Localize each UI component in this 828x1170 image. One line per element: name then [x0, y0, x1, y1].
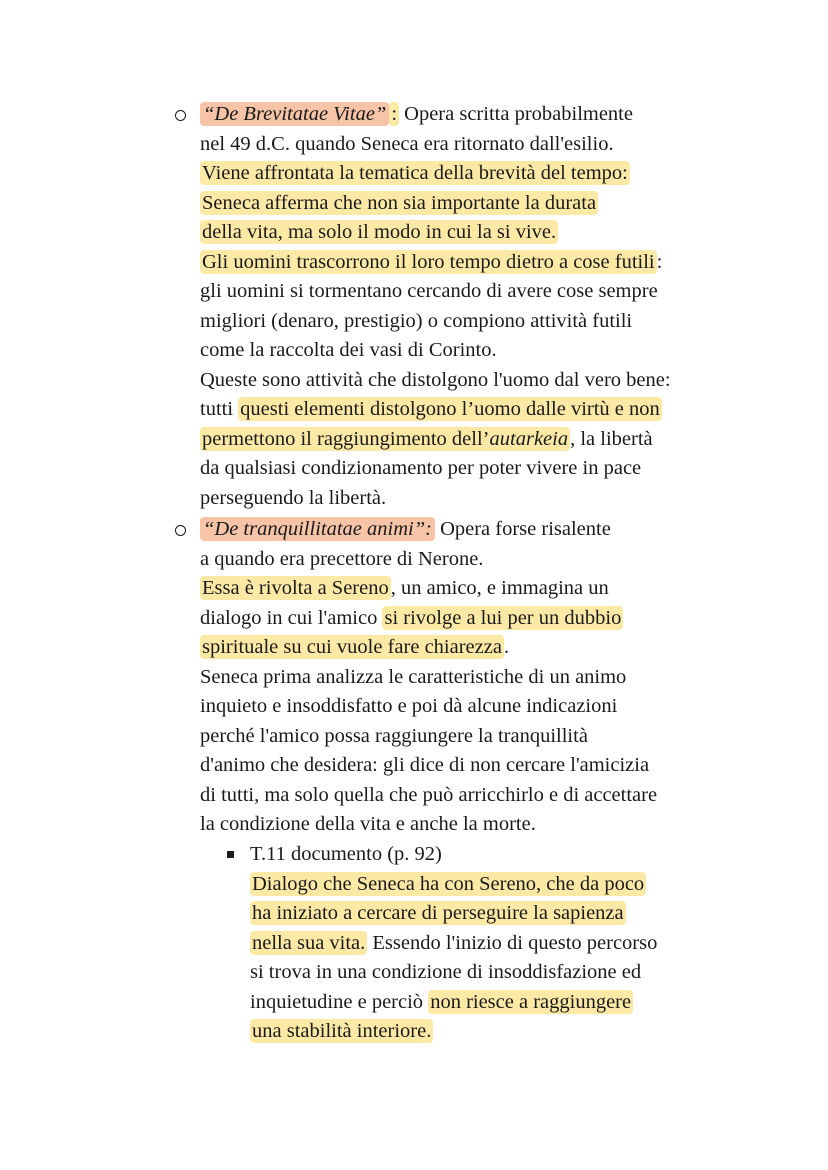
section2-line-11: la condizione della vita e anche la morte.: [200, 813, 536, 835]
section2-line-10: di tutti, ma solo quella che può arricchirlo e di accettare: [200, 783, 658, 806]
subsection-line-4: si trova in una condizione di insoddisfazione ed: [250, 961, 642, 983]
section2-line-9: d'animo che desidera: gli dice di non cercare l'amicizia: [200, 754, 650, 776]
section2-line-8: perché l'amico possa raggiungere la tranquillità: [200, 724, 588, 747]
section1-line-8: migliori (denaro, prestigio) o compiono attività futili: [200, 309, 633, 332]
subsection-line-1: Dialogo che Seneca ha con Sereno, che da poco: [252, 872, 645, 895]
section2-line-4: dialogo in cui l'amico si rivolge a lui per un dubbio: [200, 606, 622, 629]
section1-line-6: Gli uomini trascorrono il loro tempo dietro a cose futili:: [202, 250, 663, 273]
section1-line-11: tutti questi elementi distolgono l’uomo dalle virtù e non: [200, 398, 660, 420]
section1-line-7: gli uomini si tormentano cercando di avere cose sempre: [200, 280, 658, 302]
section1-line-13: da qualsiasi condizionamento per poter vivere in pace: [200, 457, 642, 479]
section1-line-2: nel 49 d.C. quando Seneca era ritornato dall'esilio.: [200, 132, 614, 155]
section1-line-9: come la raccolta dei vasi di Corinto.: [200, 339, 497, 361]
section2-line-6: Seneca prima analizza le caratteristiche di un animo: [200, 665, 627, 688]
section2-line-5: spirituale su cui vuole fare chiarezza.: [202, 636, 510, 658]
section2-title: “De tranquillitatae animi”:: [200, 517, 435, 541]
square-bullet-icon: [227, 851, 234, 858]
section1-line-5: della vita, ma solo il modo in cui la si vive.: [202, 221, 557, 243]
section2-line-1: “De tranquillitatae animi”: Opera forse risalente: [200, 515, 611, 545]
section1-line-14: perseguendo la libertà.: [200, 486, 387, 509]
hollow-bullet-icon: [175, 525, 186, 536]
section1-title: “De Brevitatae Vitae”: [200, 102, 389, 126]
section2-line-7: inquieto e insoddisfatto e poi dà alcune indicazioni: [200, 695, 618, 717]
section2-line-3: Essa è rivolta a Sereno, un amico, e immagina un: [202, 577, 609, 599]
section1-line-3: Viene affrontata la tematica della brevità del tempo:: [202, 162, 628, 184]
section1-line-12: permettono il raggiungimento dell’autarkeia, la libertà: [202, 427, 653, 450]
section1-line-10: Queste sono attività che distolgono l'uomo dal vero bene:: [200, 368, 671, 391]
subsection-line-6: una stabilità interiore.: [252, 1020, 432, 1042]
subsection-line-5: inquietudine e perciò non riesce a raggiungere: [250, 990, 632, 1013]
subsection-title: T.11 documento (p. 92): [250, 843, 442, 865]
subsection-line-3: nella sua vita. Essendo l'inizio di questo percorso: [252, 931, 658, 954]
hollow-bullet-icon: [175, 110, 186, 121]
section2-line-2: a quando era precettore di Nerone.: [200, 547, 484, 570]
subsection-line-2: ha iniziato a cercare di perseguire la sapienza: [252, 902, 624, 924]
section1-line-1: “De Brevitatae Vitae” : Opera scritta probabilmente: [200, 100, 633, 130]
section1-line-4: Seneca afferma che non sia importante la durata: [202, 191, 597, 214]
